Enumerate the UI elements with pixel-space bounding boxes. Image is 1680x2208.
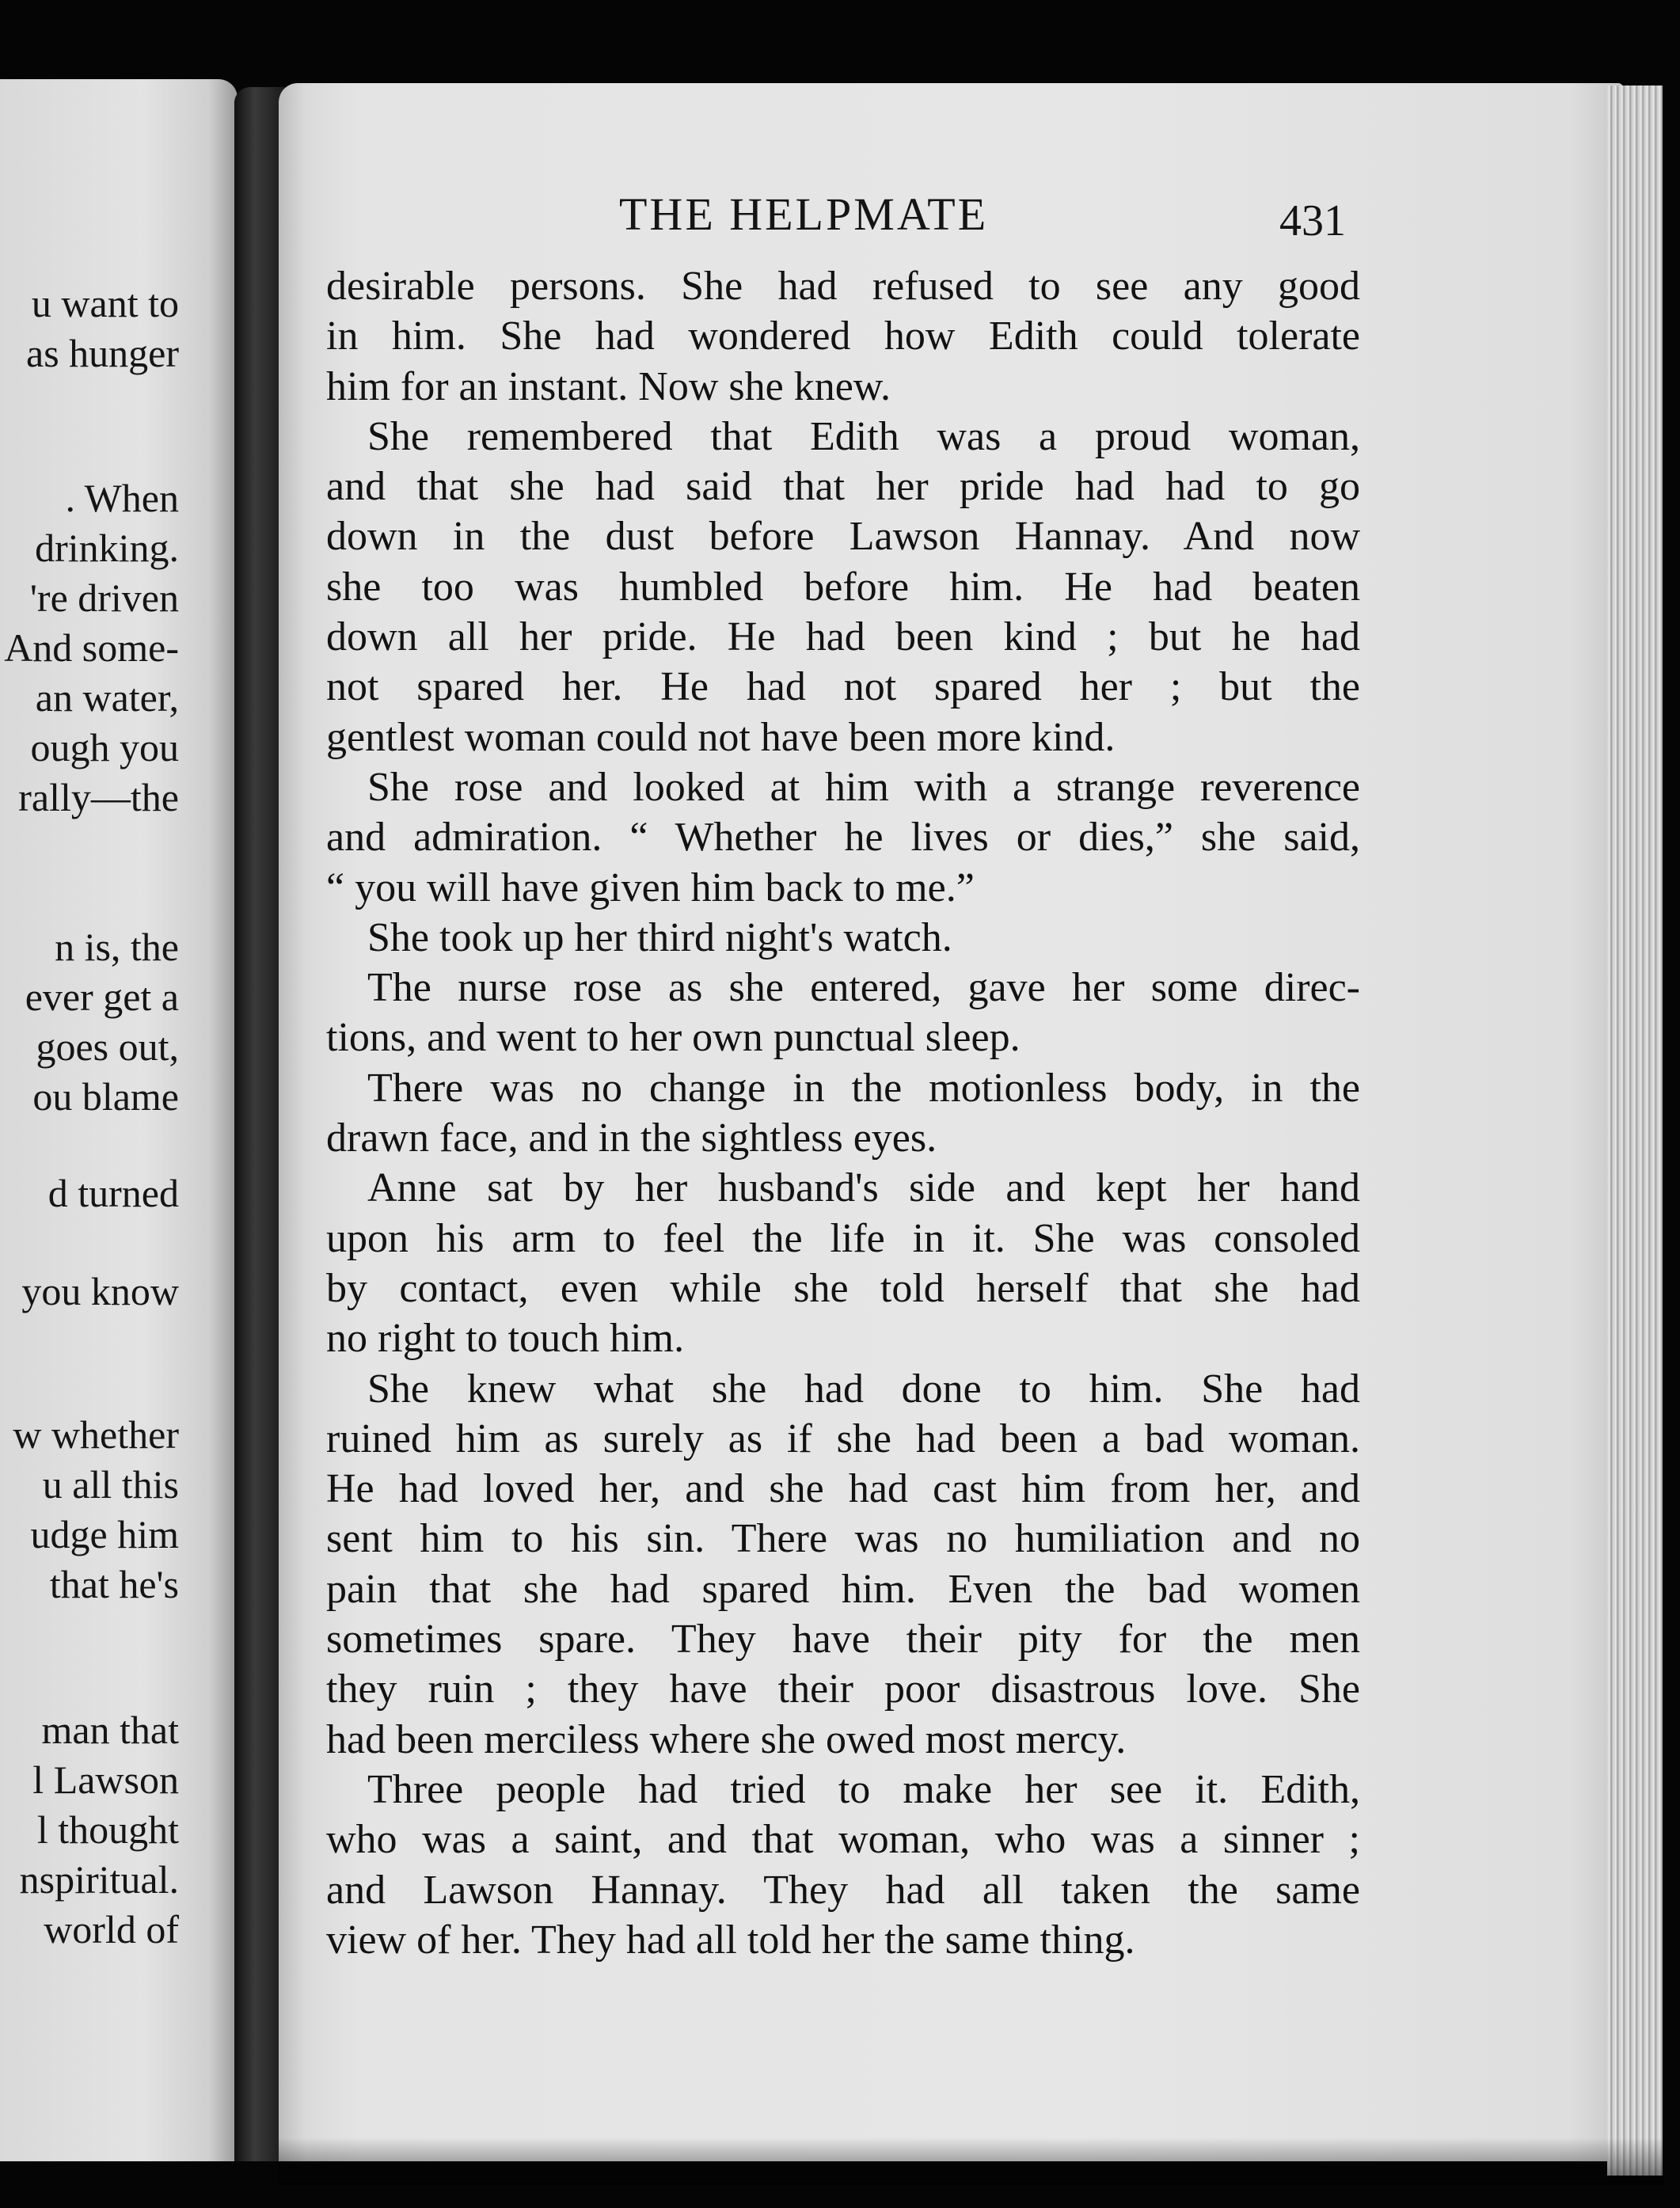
text-line: and Lawson Hannay. They had all taken the same xyxy=(326,1867,1360,1913)
text-line: desirable persons. She had refused to see any good xyxy=(326,264,1360,309)
text-line: not spared her. He had not spared her ; but the xyxy=(326,664,1360,710)
text-line: ruined him as surely as if she had been a bad woman. xyxy=(326,1416,1360,1461)
text-line: view of her. They had all told her the same thing. xyxy=(326,1917,1135,1963)
text-line: they ruin ; they have their poor disastrous love. She xyxy=(326,1666,1360,1712)
left-page-fragment: u want to xyxy=(31,281,179,325)
text-line: down in the dust before Lawson Hannay. And now xyxy=(326,514,1360,560)
left-page-fragment: l thought xyxy=(36,1807,179,1852)
text-line: and that she had said that her pride had had to go xyxy=(326,464,1360,510)
left-page-fragment: as hunger xyxy=(26,331,179,375)
left-page-fragment: l Lawson xyxy=(32,1758,179,1802)
left-page-fragment: drinking. xyxy=(35,526,179,570)
left-page-fragment: rally—the xyxy=(18,775,179,819)
page-bottom-shadow xyxy=(279,2138,1664,2185)
text-line: She took up her third night's watch. xyxy=(367,914,952,960)
left-page-fragment: ou blame xyxy=(32,1074,179,1119)
left-page-fragment: ough you xyxy=(30,725,179,770)
text-line: and admiration. “ Whether he lives or dies,” she said, xyxy=(326,815,1360,861)
left-page-fragment: 're driven xyxy=(29,576,179,620)
text-line: The nurse rose as she entered, gave her some direc- xyxy=(367,965,1360,1011)
left-page-fragment: udge him xyxy=(30,1512,179,1556)
left-page-fragment: world of xyxy=(44,1907,179,1951)
left-page-fragment: w whether xyxy=(13,1412,179,1457)
page-number: 431 xyxy=(1279,196,1346,245)
text-line: Three people had tried to make her see it. Edith, xyxy=(367,1766,1360,1812)
left-page-fragment: And some- xyxy=(4,625,179,670)
text-line: pain that she had spared him. Even the bad women xyxy=(326,1566,1360,1612)
text-line: Anne sat by her husband's side and kept her hand xyxy=(367,1165,1360,1211)
body-text xyxy=(326,261,1360,1965)
left-page-fragment: that he's xyxy=(49,1562,179,1606)
text-line: she too was humbled before him. He had beaten xyxy=(326,564,1360,610)
left-page-fragment: nspiritual. xyxy=(19,1857,179,1902)
text-line: down all her pride. He had been kind ; but he had xyxy=(326,614,1360,660)
text-line: him for an instant. Now she knew. xyxy=(326,363,891,409)
text-line: had been merciless where she owed most mercy. xyxy=(326,1716,1127,1762)
text-line: He had loved her, and she had cast him from her, and xyxy=(326,1466,1360,1512)
text-line: She rose and looked at him with a strange reverence xyxy=(367,764,1360,810)
text-line: She remembered that Edith was a proud woman, xyxy=(367,413,1360,459)
text-line: drawn face, and in the sightless eyes. xyxy=(326,1115,937,1161)
text-line: who was a saint, and that woman, who was a sinner ; xyxy=(326,1817,1360,1863)
left-page-fragment: . When xyxy=(65,476,179,520)
text-line: sent him to his sin. There was no humiliation and no xyxy=(326,1516,1360,1562)
text-line: in him. She had wondered how Edith could tolerate xyxy=(326,314,1360,359)
left-page-fragment: an water, xyxy=(35,675,179,720)
left-page-fragment: n is, the xyxy=(55,925,179,969)
left-page-fragment: u all this xyxy=(42,1462,179,1507)
text-line: She knew what she had done to him. She had xyxy=(367,1366,1360,1412)
text-line: no right to touch him. xyxy=(326,1316,685,1362)
text-line: upon his arm to feel the life in it. She was consoled xyxy=(326,1215,1360,1261)
left-page-fragment: d turned xyxy=(48,1171,179,1215)
left-page-fragment: you know xyxy=(21,1269,179,1313)
running-head: THE HELPMATE xyxy=(619,188,989,240)
left-page-fragment: man that xyxy=(41,1708,179,1752)
text-line: There was no change in the motionless body, in the xyxy=(367,1065,1360,1111)
book-gutter xyxy=(234,87,285,2161)
page-edges xyxy=(1607,86,1663,2176)
left-page-fragment: ever get a xyxy=(25,975,179,1019)
text-line: sometimes spare. They have their pity for the men xyxy=(326,1617,1360,1663)
left-page xyxy=(0,79,238,2161)
text-line: gentlest woman could not have been more kind. xyxy=(326,714,1116,760)
text-line: by contact, even while she told herself that she had xyxy=(326,1265,1360,1311)
text-line: “ you will have given him back to me.” xyxy=(326,865,975,910)
text-line: tions, and went to her own punctual sleep. xyxy=(326,1015,1021,1061)
left-page-fragment: goes out, xyxy=(36,1024,179,1069)
